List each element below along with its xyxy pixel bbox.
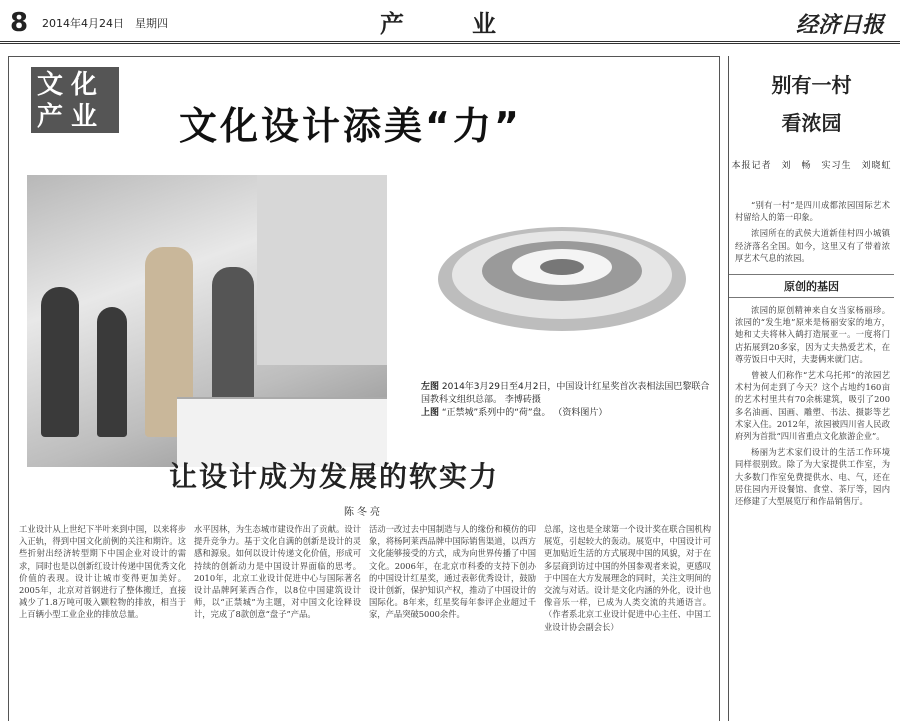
sidebar-paragraph: 杨丽为艺术家们设计的生活工作环境同样很别致。除了为大家提供工作室，为大多数门作室免费提供水、电、气，还在居住园内开设餐馆、食堂、茶厅等，园内还修建了大型展览厅和作品销售厅。: [735, 447, 890, 507]
issue-date: 2014年4月24日 星期四: [42, 17, 168, 30]
sidebar-subhead: 原创的基因: [729, 274, 894, 298]
article-body: [19, 523, 711, 721]
newspaper-logo: 经济日报: [795, 12, 884, 38]
byline: 陈冬亮: [344, 507, 383, 518]
sidebar-paragraph: 浓园的原创精神来自女当家杨丽珍。浓园的“发生地”原来是杨丽安家的地方，她和丈夫将林入鹤打造展亚一。一度将门店拓展到20多家，因为丈夫热爱艺术，在尊劳饭日中天时，夫妻俩来就门店。: [735, 305, 890, 364]
body-column: 水平因林，为生态城市建设作出了贡献。设计提升竞争力。基于文化自满的创新是设计的灵感和源泉。如何以设计传递文化价值，形成可持续的创新动力是中国设计界面临的思考。2010年，北京工业设计促进中心与国际著名设计品牌阿莱西合作，以8位中国建筑设计师，以“正禁城”为主题，对中国文化诠释设计，完成了8款创意“盘子”产品。: [194, 524, 361, 620]
culture-industry-stamp: 文化 产业: [31, 67, 119, 133]
sidebar-paragraph: 浓园所在的武侯大道新佳村四小城镇经济落名全国。如今，这里又有了带着浓厚艺术气息的浓园。: [735, 228, 890, 263]
section-title: 产 业: [380, 10, 518, 38]
photo-caption: 左图 2014年3月29日至4月2日，中国设计红星奖首次表相法国巴黎联合国教科文组织总部。 李博砖摄 上图 “正禁城”系列中的“荷”盘。 （资料图片）: [421, 382, 710, 418]
body-column: 工业设计从上世纪下半叶来到中国，以来将步入正轨，得到中国文化前例的关注和期许。这些折射出经济转型期下中国企业对设计的需求，同时也是以创新红设计传递中国优秀文化价值的表现。设计让城市变得更加美好。2005年，北京对首钢进行了整体搬迁，直接减少了1.8万吨可吸入颗粒物的排放，相当于上百辆小型工业企业的排放总量。: [19, 524, 186, 620]
exhibition-photo: [27, 175, 387, 467]
page-header: [0, 0, 900, 44]
sidebar-title: 别有一村 看浓园: [771, 73, 852, 135]
page-number: 8: [10, 8, 29, 38]
sidebar-article: [728, 56, 894, 721]
subheadline: 让设计成为发展的软实力: [169, 460, 500, 493]
sidebar-paragraph: 曾被人们称作“艺术乌托邦”的浓园艺术村为何走到了今天？这个占地约160亩的艺术村里共有70余栋建筑，吸引了200多名油画、国画、雕塑、书法、摄影等艺术家入住。2012年，浓园被四川省人民政府列为首批“四川省重点文化旅游企业”。: [735, 370, 890, 442]
body-column: 活动一改过去中国制造与人的缘份和模仿的印象，将杨阿莱西品牌中国际销售渠道，以西方文化能够接受的方式，成为向世界传播了中国文化。2006年，在北京市科委的支持下创办的中国设计红星奖，通过表彰优秀设计，鼓励设计创新，保护知识产权，推动了中国设计的国际化。8年来，红星奖每年参评企业超过千家，产品突破5000余件。: [369, 524, 536, 620]
headline: 文化设计添美“力”: [179, 104, 522, 148]
body-column: 总部，这也是全球第一个设计奖在联合国机构展览，引起较大的轰动。展览中，中国设计可更加贴近生活的方式展现中国的风貌，对于在多层商到访过中国的外国参观者来说，更感叹于中国在大方发展理念的同时，关注文明间的交流与对话。设计是文化内涵的外化，设计也像音乐一样，已成为人类交流的共通语言。（作者系北京工业设计促进中心主任、中国工业设计协会副会长）: [544, 524, 711, 632]
main-article: [8, 56, 720, 721]
sidebar-paragraph: “别有一村”是四川成都浓园国际艺术村留给人的第一印象。: [735, 200, 890, 223]
sidebar-byline: 本报记者 刘 畅 实习生 刘晓虹: [731, 161, 892, 171]
lotus-plate-image: [434, 207, 689, 347]
